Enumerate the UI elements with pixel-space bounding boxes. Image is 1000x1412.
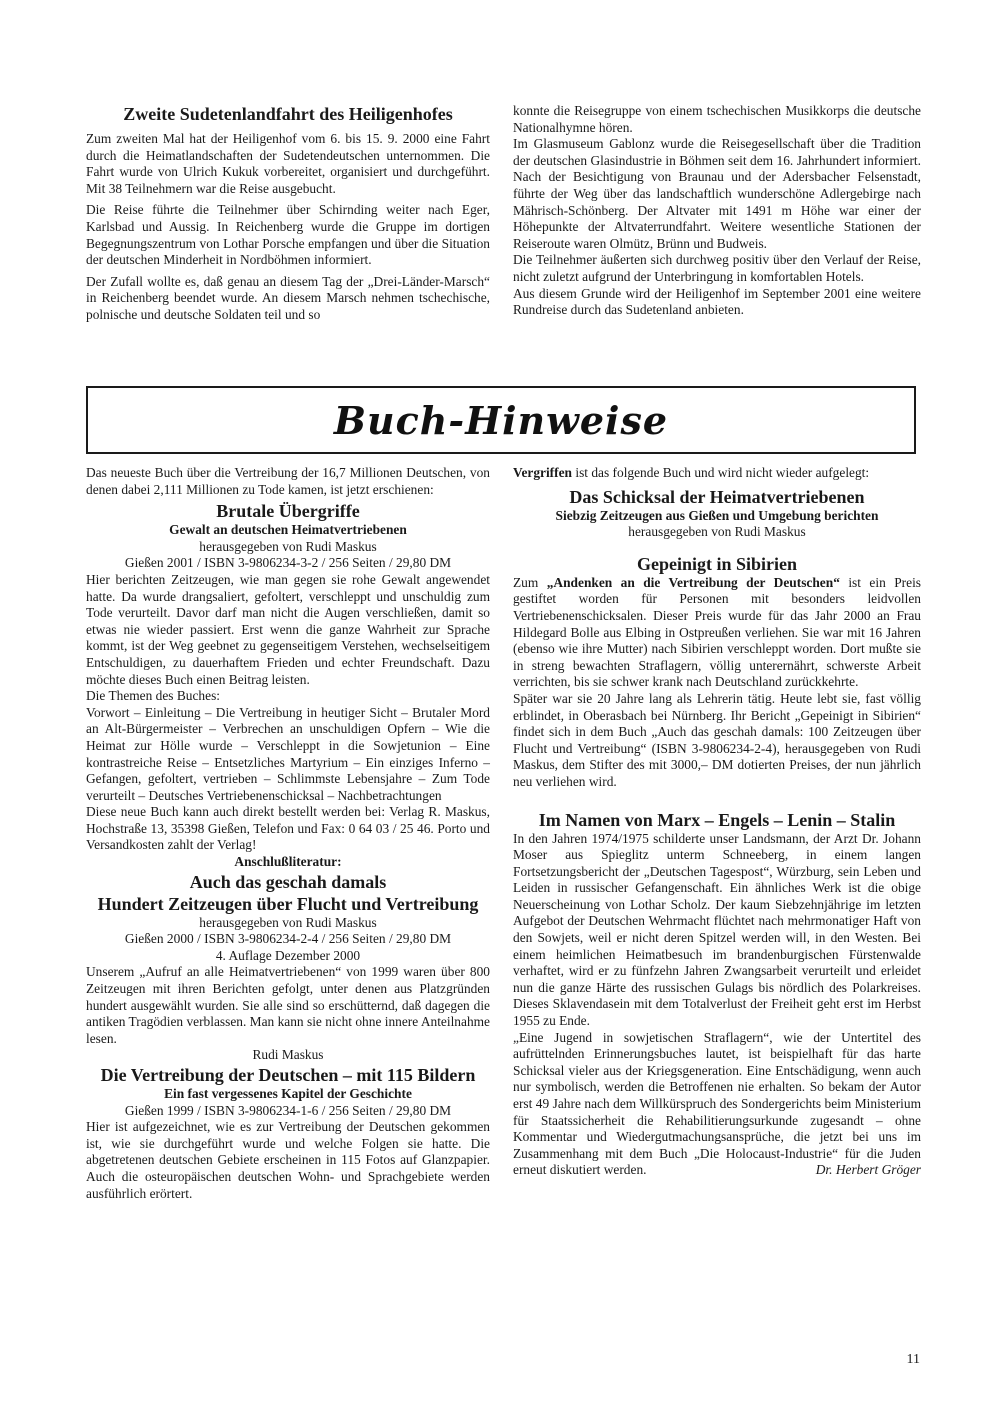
book-edition: 4. Auflage Dezember 2000	[215, 947, 361, 963]
books-right-column	[513, 465, 921, 1179]
banner-title: Buch-Hinweise	[333, 397, 669, 443]
book-subtitle: Hundert Zeitzeugen über Flucht und Vertreibung	[97, 893, 479, 914]
article-title: Gepeinigt in Sibirien	[636, 553, 798, 574]
book-info: Gießen 1999 / ISBN 3-9806234-1-6 / 256 Seiten / 29,80 DM	[124, 1102, 452, 1118]
article-paragraph: „Eine Jugend in sowjetischen Straflagern“, wie der Untertitel des aufrüttelnden Erinnerungsbuches lautet, ist beispielhaft für das harte Schicksal vieler aus der Kriegsgeneration. Eine Entschädigung, wenn auch nur symbolisch, werden die Betroffenen nie erhalten. So bekam der Autor erst 49 Jahre nach dem Willkürspruch des Sondergerichts beim Ministerium für Staatssicherheit die Rehabilitierungsurkunde zugesandt – ohne Kommentar und Wiedergutmachungsansprüche, die jetzt bei uns im Zusammenhang mit dem Buch „Die Holocaust-Industrie“ für die Juden erneut diskutiert werden.	[513, 1029, 921, 1178]
book-subtitle: Ein fast vergessenes Kapitel der Geschichte	[164, 1086, 412, 1101]
book-editor: herausgegeben von Rudi Maskus	[628, 524, 806, 540]
article-paragraph: Der Zufall wollte es, daß genau an diesem Tag der „Drei-Länder-Marsch“ in Reichenberg beendet wurde. An diesem Marsch nehmen tschechische, polnische und deutsche Soldaten teil und so	[86, 273, 490, 322]
book-editor: herausgegeben von Rudi Maskus	[199, 914, 377, 930]
article-top-right	[513, 103, 921, 319]
book-title: Auch das geschah damals	[189, 871, 387, 892]
article-top-left	[86, 103, 490, 324]
themes-list: Vorwort – Einleitung – Die Vertreibung in heutiger Sicht – Brutaler Mord an Alt-Bürgermeister – Verbrechen an unschuldigen Opfern – Wie die Heimat zur Hölle wurde – Verschleppt in die Sowjetunion – Eine kontrastreiche Reise – Entsetzliches Martyrium – Ein einziges Inferno – Gefangen, gefoltert, vertrieben – Schlimmste Lebensjahre – Zum Tode verurteilt – Deutsches Vertriebenenschicksal – Nachbetrachtungen	[86, 704, 490, 803]
article-paragraph: konnte die Reisegruppe von einem tschechischen Musikkorps die deutsche Nationalhymne hören.	[513, 103, 921, 135]
book-author: Rudi Maskus	[252, 1047, 324, 1063]
order-info: Diese neue Buch kann auch direkt bestellt werden bei: Verlag R. Maskus, Hochstraße 13, 35398 Gießen, Telefon und Fax: 0 64 03 / 25 46. Porto und Versandkosten zahlt der Verlag!	[86, 804, 490, 853]
article-paragraph	[513, 575, 921, 691]
article-title: Zweite Sudetenlandfahrt des Heiligenhofes	[123, 104, 453, 124]
book-subtitle: Siebzig Zeitzeugen aus Gießen und Umgebung berichten	[555, 507, 879, 523]
section-label: Anschlußliteratur:	[234, 854, 342, 870]
book-info: Gießen 2000 / ISBN 3-9806234-2-4 / 256 Seiten / 29,80 DM	[124, 931, 452, 947]
books-left-column	[86, 465, 490, 1202]
book-description: Hier berichten Zeitzeugen, wie man gegen sie rohe Gewalt angewendet hatte. Da wurde drangsaliert, gefoltert, verschleppt und unschuldig zum Tode verurteilt. Davor darf man nicht die Augen verschließen, damit so etwas nie wieder passiert. Erst wenn die ganze Wahrheit zur Sprache kommt, ist der Weg geebnet zu gegenseitigem Verstehen, wechselseitigem Entschuldigen, zu dauerhaftem Frieden und echter Freundschaft. Dazu möchte dieses Buch einen Beitrag leisten.	[86, 571, 490, 687]
article-author: Dr. Herbert Gröger	[815, 1162, 921, 1178]
book-title: Brutale Übergriffe	[216, 501, 360, 522]
vergriffen-line	[513, 465, 921, 482]
themes-label: Die Themen des Buches:	[86, 688, 220, 704]
page-number: 11	[906, 1352, 920, 1367]
section-banner	[86, 386, 916, 454]
sib-pre: Zum	[513, 574, 547, 590]
book-info: Gießen 2001 / ISBN 3-9806234-3-2 / 256 Seiten / 29,80 DM	[124, 555, 452, 571]
book-editor: herausgegeben von Rudi Maskus	[199, 538, 377, 554]
book-description: Hier ist aufgezeichnet, wie es zur Vertreibung der Deutschen gekommen ist, wie sie durchgeführt wurde und welche Folgen sie hatte. Die abgetretenen deutschen Gebiete erscheinen in 115 Fotos auf Glanzpapier. Auch die osteuropäischen deutschen Wohn- und Sprachgebiete werden ausführlich erörtert.	[86, 1119, 490, 1201]
article-paragraph: Später war sie 20 Jahre lang als Lehrerin tätig. Heute lebt sie, fast völlig erblindet, in Oberasbach bei Nürnberg. Ihr Bericht „Gepeinigt in Sibirien“ findet sich in dem Buch „Auch das geschah damals: 100 Zeitzeugen über Flucht und Vertreibung“ (ISBN 3-9806234-2-4), herausgegeben von Rudi Maskus, dem Stifter des mit 3000,– DM dotierten Preises, der nun jährlich neu verliehen wird.	[513, 690, 921, 789]
article-paragraph: In den Jahren 1974/1975 schilderte unser Landsmann, der Arzt Dr. Johann Moser aus Spieglitz unterm Schneeberg, in einem langen Fortsetzungsbericht der „Deutschen Tagespost“, Würzburg, sein Leben und Leiden in russischer Gefangenschaft. Ein ähnliches Werk ist die obige Neuerscheinung von Lothar Scholz. Der kaum Siebzehnjährige im letzten Aufgebot der Deutschen Wehrmacht flüchtet nach mehrmonatiger Haft von den Sowjets, weil er nicht deren Spitzel werden will, in den Westen. Bei einem heimlichen Heimatbesuch im brandenburgischen Fürstenwalde verhaftet, wird er zu fünfzehn Jahren Zwangsarbeit verurteilt und erleidet nun die ganze Härte des russischen Gulags bis nördlich des Polarkreises. Dieses Sklavendasein mit dem Totalverlust der Freiheit geht erst im Herbst 1955 zu Ende.	[513, 830, 921, 1029]
article-paragraph: Die Reise führte die Teilnehmer über Schirnding weiter nach Eger, Karlsbad und Aussig. In Reichenberg wurde die Gruppe im dortigen Begegnungszentrum von Lothar Porsche empfangen und über die Situation der deutschen Minderheit in Nordböhmen informiert.	[86, 202, 490, 268]
article-paragraph: Zum zweiten Mal hat der Heiligenhof vom 6. bis 15. 9. 2000 eine Fahrt durch die Heimatlandschaften der Sudetendeutschen unternommen. Die Fahrt wurde von Ulrich Kukuk vorbereitet, organisiert und durchgeführt. Mit 38 Teilnehmern war die Reise ausgebucht.	[86, 131, 490, 196]
article-title: Im Namen von Marx – Engels – Lenin – Stalin	[538, 809, 896, 830]
vergriffen-bold: Vergriffen	[513, 465, 572, 480]
book-subtitle: Gewalt an deutschen Heimatvertriebenen	[169, 522, 407, 538]
article-paragraph: Die Teilnehmer äußerten sich durchweg positiv über den Verlauf der Reise, nicht zuletzt aufgrund der Unterbringung in komfortablen Hotels.	[513, 252, 921, 284]
book-description: Unserem „Aufruf an alle Heimatvertriebenen“ von 1999 waren über 800 Zeitzeugen mit ihren Berichten gefolgt, unter denen aus Platzgründen hundert ausgewählt wurden. Sie alle sind so erschütternd, daß dagegen die antiken Tragödien verblassen. Man kann sie nicht ohne innere Anteilnahme lesen.	[86, 964, 490, 1046]
book-title: Die Vertreibung der Deutschen – mit 115 Bildern	[100, 1065, 476, 1085]
article-paragraph: Im Glasmuseum Gablonz wurde die Reisegesellschaft über die Tradition der deutschen Glasindustrie in Böhmen seit dem 16. Jahrhundert informiert. Nach der Besichtigung von Braunau und der Adersbacher Felsenstadt, führte der Weg über das landschaftlich wunderschöne Adlergebirge nach Mährisch-Schönberg. Der Altvater mit 1491 m Höhe war einer der Höhepunkte der Altvaterrundfahrt. Weitere wesentliche Stationen der Reiseroute waren Olmütz, Brünn und Budweis.	[513, 136, 921, 251]
article-paragraph: Aus diesem Grunde wird der Heiligenhof im September 2001 eine weitere Rundreise durch das Sudetenland anbieten.	[513, 285, 921, 318]
book-title: Das Schicksal der Heimatvertriebenen	[569, 486, 865, 507]
sib-rest: ist ein Preis gestiftet worden für Personen mit besonders leidvollen Vertriebenenschicksalen. Dieser Preis wurde für das Jahr 2000 an Frau Hildegard Bolle aus Elbing in Ostpreußen verliehen. Sie war mit 16 Jahren (ebenso wie ihre Mutter) nach Sibirien verschleppt worden. Dort mußte sie in streng bewachten Straflagern, völlig unterernährt, schwerste Arbeit verrichten, bis sie schwer krank nach Deutschland zurückkehrte.	[513, 574, 922, 690]
sib-bold: „Andenken an die Vertreibung der Deutschen“	[546, 574, 840, 590]
intro-text: Das neueste Buch über die Vertreibung der 16,7 Millionen Deutschen, von denen dabei 2,111 Millionen zu Tode kamen, ist jetzt erschienen:	[86, 465, 490, 497]
vergriffen-rest: ist das folgende Buch und wird nicht wieder aufgelegt:	[572, 465, 870, 480]
